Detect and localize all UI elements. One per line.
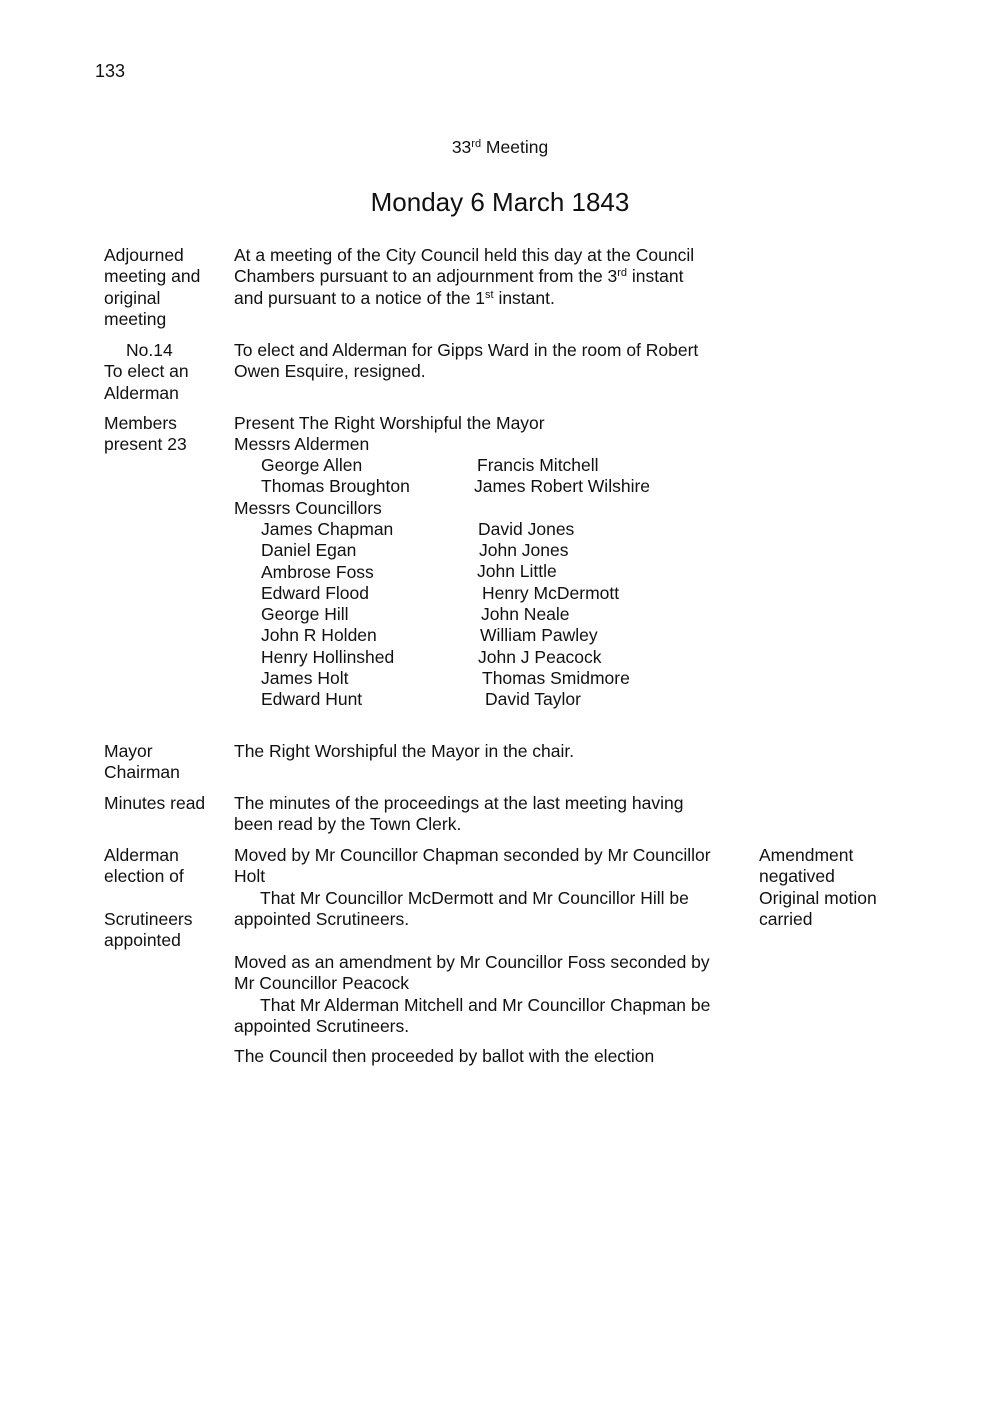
text-line: Moved by Mr Councillor Chapman seconded by Mr Councillor (234, 845, 711, 865)
member-name: Thomas Broughton (261, 476, 410, 497)
member-name: John Neale (481, 604, 570, 624)
margin-line: meeting (104, 308, 167, 329)
aldermen-left-column (261, 455, 410, 498)
member-name: William Pawley (480, 625, 598, 645)
margin-note-outcome (759, 845, 877, 930)
member-name: Edward Flood (261, 582, 369, 603)
member-name: Henry McDermott (482, 583, 620, 603)
margin-line: appointed (104, 930, 181, 951)
text-line: The minutes of the proceedings at the last meeting having (234, 793, 684, 813)
meeting-ordinal: rd (471, 138, 482, 150)
text-run: instant (627, 266, 684, 287)
margin-note-no14 (104, 340, 229, 404)
ordinal-suffix: rd (617, 267, 628, 280)
member-name: John Little (477, 561, 557, 581)
member-name: Daniel Egan (261, 540, 357, 561)
margin-line: Chairman (104, 762, 180, 783)
member-name: George Allen (261, 455, 363, 475)
member-name: James Robert Wilshire (474, 476, 651, 496)
margin-line: Adjourned (104, 245, 184, 265)
member-name: John R Holden (261, 625, 377, 646)
margin-line: Mayor (104, 741, 153, 761)
member-name: David Jones (478, 519, 575, 539)
text-line: At a meeting of the City Council held this day at the Council (234, 245, 695, 265)
margin-note-members (104, 413, 229, 456)
margin-note-election (104, 845, 229, 951)
member-name: Thomas Smidmore (482, 668, 630, 688)
text-line: been read by the Town Clerk. (234, 814, 462, 835)
margin-line: carried (759, 908, 813, 929)
meeting-label: Meeting (481, 137, 549, 157)
margin-line: Minutes read (104, 793, 206, 813)
text-line: To elect and Alderman for Gipps Ward in the room of Robert (234, 340, 699, 360)
margin-line: No.14 (126, 340, 173, 360)
councillors-left-column (261, 519, 394, 711)
meeting-number: 33 (451, 137, 472, 157)
page-number: 133 (95, 61, 126, 81)
margin-line: Original motion (759, 887, 877, 908)
text-line (234, 288, 694, 309)
text-run: Chambers pursuant to an adjournment from the 3 (234, 266, 618, 287)
no14-paragraph (234, 340, 698, 383)
meeting-heading (0, 137, 1000, 158)
margin-note-mayor (104, 741, 229, 784)
date-title: Monday 6 March 1843 (370, 187, 630, 217)
member-name: Francis Mitchell (477, 455, 599, 475)
member-name: George Hill (261, 604, 349, 625)
closing-line: The Council then proceeded by ballot with the election (234, 1046, 655, 1066)
margin-line: Alderman (104, 845, 179, 865)
margin-line: original (104, 287, 161, 308)
margin-line: present 23 (104, 434, 187, 455)
text-line: appointed Scrutineers. (234, 908, 410, 929)
councillors-heading: Messrs Councillors (234, 498, 382, 518)
margin-line: Amendment (759, 845, 854, 865)
ordinal-suffix: st (485, 288, 494, 301)
text-line: appointed Scrutineers. (234, 1015, 410, 1036)
margin-line: Scrutineers (104, 908, 193, 929)
text-run: and pursuant to a notice of the 1 (234, 287, 486, 308)
member-name: James Chapman (261, 519, 394, 539)
margin-note-adjourned (104, 245, 229, 330)
text-line: Holt (234, 866, 266, 887)
margin-line (104, 888, 229, 909)
margin-line: Alderman (104, 382, 179, 403)
member-name: David Taylor (485, 689, 581, 709)
margin-line: negatived (759, 866, 835, 887)
text-line: Moved as an amendment by Mr Councillor Foss seconded by (234, 952, 710, 972)
present-line: Present The Right Worshipful the Mayor (234, 413, 545, 433)
margin-line: election of (104, 866, 184, 887)
text-line (234, 266, 694, 287)
member-name: Henry Hollinshed (261, 646, 395, 667)
member-name: John Jones (479, 540, 569, 560)
member-name: Ambrose Foss (261, 561, 374, 582)
motion-paragraph (234, 845, 711, 930)
margin-note-minutes (104, 793, 229, 814)
text-run: instant. (493, 287, 555, 308)
member-name: Edward Hunt (261, 689, 363, 710)
member-name: James Holt (261, 668, 349, 689)
aldermen-heading: Messrs Aldermen (234, 434, 370, 454)
text-line: Mr Councillor Peacock (234, 973, 410, 994)
adjourned-paragraph (234, 245, 694, 309)
text-line: That Mr Alderman Mitchell and Mr Councillor Chapman be (260, 994, 711, 1015)
margin-line: meeting and (104, 266, 201, 287)
minutes-paragraph (234, 793, 683, 836)
text-line: That Mr Councillor McDermott and Mr Councillor Hill be (260, 887, 689, 908)
text-line: Owen Esquire, resigned. (234, 361, 426, 382)
margin-line: Members (104, 413, 177, 433)
mayor-chair-line: The Right Worshipful the Mayor in the chair. (234, 741, 575, 761)
margin-line: To elect an (104, 361, 189, 382)
member-name: John J Peacock (478, 647, 602, 667)
amendment-paragraph (234, 952, 710, 1037)
